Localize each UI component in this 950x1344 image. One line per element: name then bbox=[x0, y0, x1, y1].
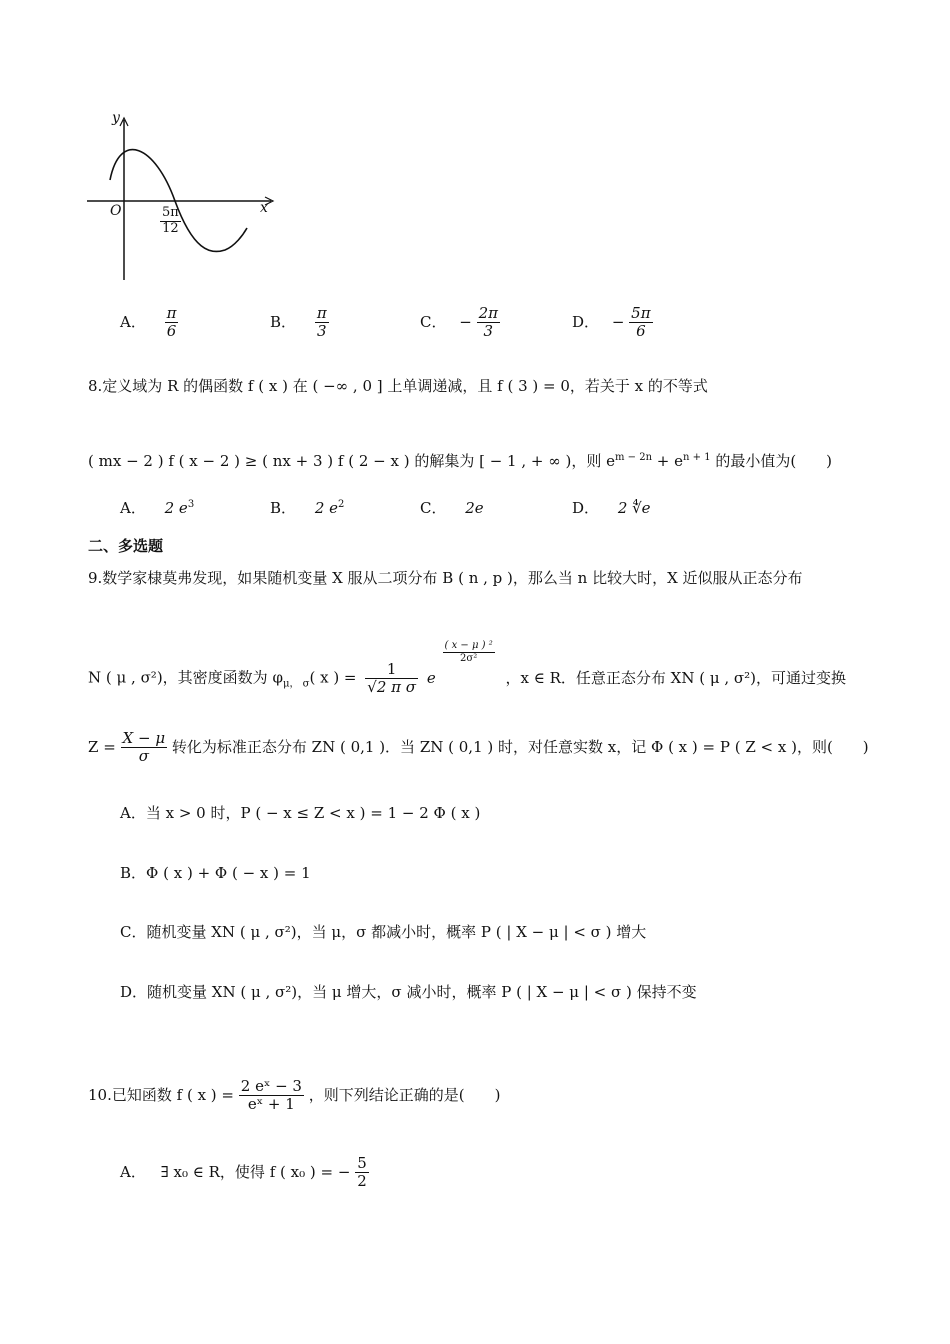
origin-label: O bbox=[110, 203, 122, 219]
q8-option-c[interactable]: C． 2e bbox=[420, 499, 484, 517]
q7-option-b[interactable]: B． $\frac{\pi}{3}$ bbox=[270, 304, 327, 341]
tick-label: $\frac{5\pi}{12}$ bbox=[162, 205, 179, 236]
q8-line2: ( mx − 2 ) f ( x − 2 ) ≥ ( nx + 3 ) f ( 2 − x ) 的解集为 [ − 1 , + ∞ )，则 $e^{m - 2n} + e^{n + 1}$ 的最小值为( ) bbox=[88, 452, 833, 470]
q9-line2: N ( μ , σ²)，其密度函数为 $\varphi_{\mu, \sigma}$( x ) = $\frac{1}{\text{√2 π σ}}$ e $\frac{\text{( x − μ ) ²}}{\text{2σ²}}$ ，x ∈ R．任意正态分布 XN ( μ , σ²)，可通过变换 bbox=[88, 640, 847, 696]
section-title: 二、多选题 bbox=[88, 537, 164, 555]
sine-graph bbox=[85, 110, 285, 285]
q7-option-d[interactable]: D． − $\frac{5\pi}{6}$ bbox=[572, 304, 651, 341]
x-axis-label: x bbox=[260, 200, 268, 216]
q9-option-b[interactable]: B．Φ ( x ) + Φ ( − x ) = 1 bbox=[120, 864, 311, 882]
q8-option-b[interactable]: B． 2 $e^2$ bbox=[270, 499, 345, 517]
q7-option-c[interactable]: C． − $\frac{2\pi}{3}$ bbox=[420, 304, 499, 341]
y-axis-label: y bbox=[112, 110, 120, 126]
q9-option-d[interactable]: D．随机变量 XN ( μ , σ²)，当 μ 增大，σ 减小时，概率 P ( | X − μ | < σ ) 保持不变 bbox=[120, 983, 697, 1001]
q10-stem: 10.已知函数 f ( x ) = $\frac{\text{2 eˣ − 3}}{\text{eˣ + 1}}$ ，则下列结论正确的是( ) bbox=[88, 1077, 501, 1114]
q8-line1: 8.定义域为 R 的偶函数 f ( x ) 在 ( −∞ , 0 ] 上单调递减，且 f ( 3 ) = 0，若关于 x 的不等式 bbox=[88, 377, 708, 395]
q7-option-a[interactable]: A． $\frac{\pi}{6}$ bbox=[120, 304, 177, 341]
q9-option-c[interactable]: C．随机变量 XN ( μ , σ²)，当 μ，σ 都减小时，概率 P ( | X − μ | < σ ) 增大 bbox=[120, 923, 647, 941]
q9-option-a[interactable]: A．当 x > 0 时，P ( − x ≤ Z < x ) = 1 − 2 Φ ( x ) bbox=[120, 804, 481, 822]
q10-option-a[interactable]: A． ∃ x₀ ∈ R，使得 f ( x₀ ) = − $\frac{5}{2}$ bbox=[120, 1154, 367, 1191]
q9-line1: 9.数学家棣莫弗发现，如果随机变量 X 服从二项分布 B ( n , p )，那么当 n 比较大时，X 近似服从正态分布 bbox=[88, 569, 803, 587]
q9-line3: Z = $\frac{X - \mu}{\sigma}$ 转化为标准正态分布 ZN ( 0,1 )．当 ZN ( 0,1 ) 时，对任意实数 x，记 Φ ( x ) = P ( Z < x )，则( ) bbox=[88, 729, 869, 766]
q8-option-a[interactable]: A． 2 $e^3$ bbox=[120, 499, 195, 517]
q8-option-d[interactable]: D． 2 ∜e bbox=[572, 499, 651, 517]
